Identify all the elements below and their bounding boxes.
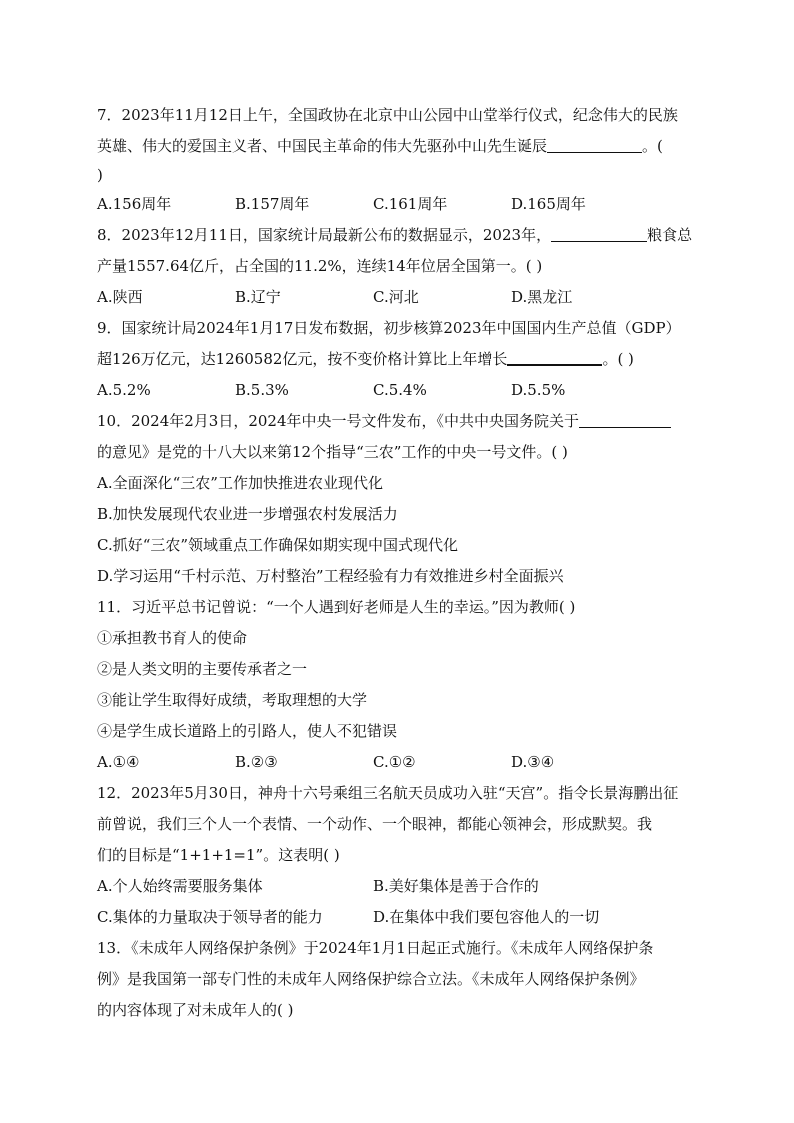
option-c: C.抓好“三农”领域重点工作确保如期实现中国式现代化	[97, 536, 459, 554]
question-7-line-2	[97, 131, 697, 162]
question-9-text: 超126万亿元，达1260582亿元，按不变价格计算比上年增长	[97, 350, 508, 368]
option-d: D.165周年	[511, 195, 586, 213]
option-a: A.陕西	[97, 288, 143, 306]
question-11-line-1: 11．习近平总书记曾说：“一个人遇到好老师是人生的幸运。”因为教师( )	[97, 598, 576, 616]
question-8-text-end: 粮食总	[647, 226, 693, 244]
question-13-line-1: 13．《未成年人网络保护条例》于2024年1月1日起正式施行。《未成年人网络保护条	[97, 939, 654, 957]
option-b: B.美好集体是善于合作的	[373, 877, 539, 895]
option-d: D.③④	[511, 753, 555, 771]
statement-3: ③能让学生取得好成绩，考取理想的大学	[97, 691, 368, 709]
question-8-options	[97, 282, 697, 313]
question-13-line-2: 例》是我国第一部专门性的未成年人网络保护综合立法。《未成年人网络保护条例》	[97, 970, 645, 988]
question-9-paren: 。( )	[602, 350, 634, 368]
question-8-text: 8．2023年12月11日，国家统计局最新公布的数据显示，2023年，	[97, 226, 552, 244]
option-b: B.②③	[235, 753, 278, 771]
question-10-line-2: 的意见》是党的十八大以来第12个指导“三农”工作的中央一号文件。( )	[97, 443, 568, 461]
answer-blank	[551, 221, 647, 242]
question-7-line-1: 7．2023年11月12日上午，全国政协在北京中山公园中山堂举行仪式，纪念伟大的民族	[97, 106, 678, 124]
option-c: C.河北	[373, 288, 419, 306]
option-b: B.加快发展现代农业进一步增强农村发展活力	[97, 505, 398, 523]
question-12-line-1: 12．2023年5月30日，神舟十六号乘组三名航天员成功入驻“天宫”。指令长景海鹏出征	[97, 784, 679, 802]
option-d: D.黑龙江	[511, 288, 573, 306]
option-b: B.5.3%	[235, 381, 289, 399]
answer-blank	[547, 132, 642, 153]
question-7-line-3: )	[97, 166, 103, 184]
question-7-text: 英雄、伟大的爱国主义者、中国民主革命的伟大先驱孙中山先生诞辰	[97, 137, 548, 155]
option-c: C.集体的力量取决于领导者的能力	[97, 908, 323, 926]
question-10-text: 10．2024年2月3日，2024年中央一号文件发布，《中共中央国务院关于	[97, 412, 580, 430]
question-13-line-3: 的内容体现了对未成年人的( )	[97, 1001, 294, 1019]
question-12-line-2: 前曾说，我们三个人一个表情、一个动作、一个眼神，都能心领神会，形成默契。我	[97, 815, 653, 833]
answer-blank	[579, 407, 671, 428]
option-c: C.5.4%	[373, 381, 427, 399]
question-9-options	[97, 375, 697, 406]
question-7-paren: 。(	[642, 137, 663, 155]
option-a: A.全面深化“三农”工作加快推进农业现代化	[97, 474, 383, 492]
option-a: A.个人始终需要服务集体	[97, 877, 263, 895]
option-a: A.5.2%	[97, 381, 151, 399]
option-c: C.161周年	[373, 195, 448, 213]
option-d: D.在集体中我们要包容他人的一切	[373, 908, 600, 926]
option-b: B.辽宁	[235, 288, 281, 306]
answer-blank	[507, 344, 602, 366]
option-d: D.学习运用“千村示范、万村整治”工程经验有力有效推进乡村全面振兴	[97, 567, 564, 585]
option-a: A.①④	[97, 753, 140, 771]
option-d: D.5.5%	[511, 381, 566, 399]
statement-2: ②是人类文明的主要传承者之一	[97, 660, 308, 678]
question-11-options	[97, 747, 697, 778]
question-8-line-2: 产量1557.64亿斤，占全国的11.2%，连续14年位居全国第一。( )	[97, 257, 543, 275]
question-7-options	[97, 189, 697, 220]
question-12-options-row-1	[97, 871, 697, 902]
question-8-line-1	[97, 220, 697, 251]
statement-4: ④是学生成长道路上的引路人，使人不犯错误	[97, 722, 398, 740]
question-9-line-1: 9．国家统计局2024年1月17日发布数据，初步核算2023年中国国内生产总值（GDP）	[97, 319, 681, 337]
question-9-line-2	[97, 344, 697, 375]
option-a: A.156周年	[97, 195, 172, 213]
question-12-options-row-2	[97, 902, 697, 933]
question-10-line-1	[97, 406, 697, 437]
option-c: C.①②	[373, 753, 416, 771]
option-b: B.157周年	[235, 195, 310, 213]
question-12-line-3: 们的目标是“1+1+1=1”。这表明( )	[97, 846, 340, 864]
exam-page	[97, 100, 697, 1026]
statement-1: ①承担教书育人的使命	[97, 629, 248, 647]
